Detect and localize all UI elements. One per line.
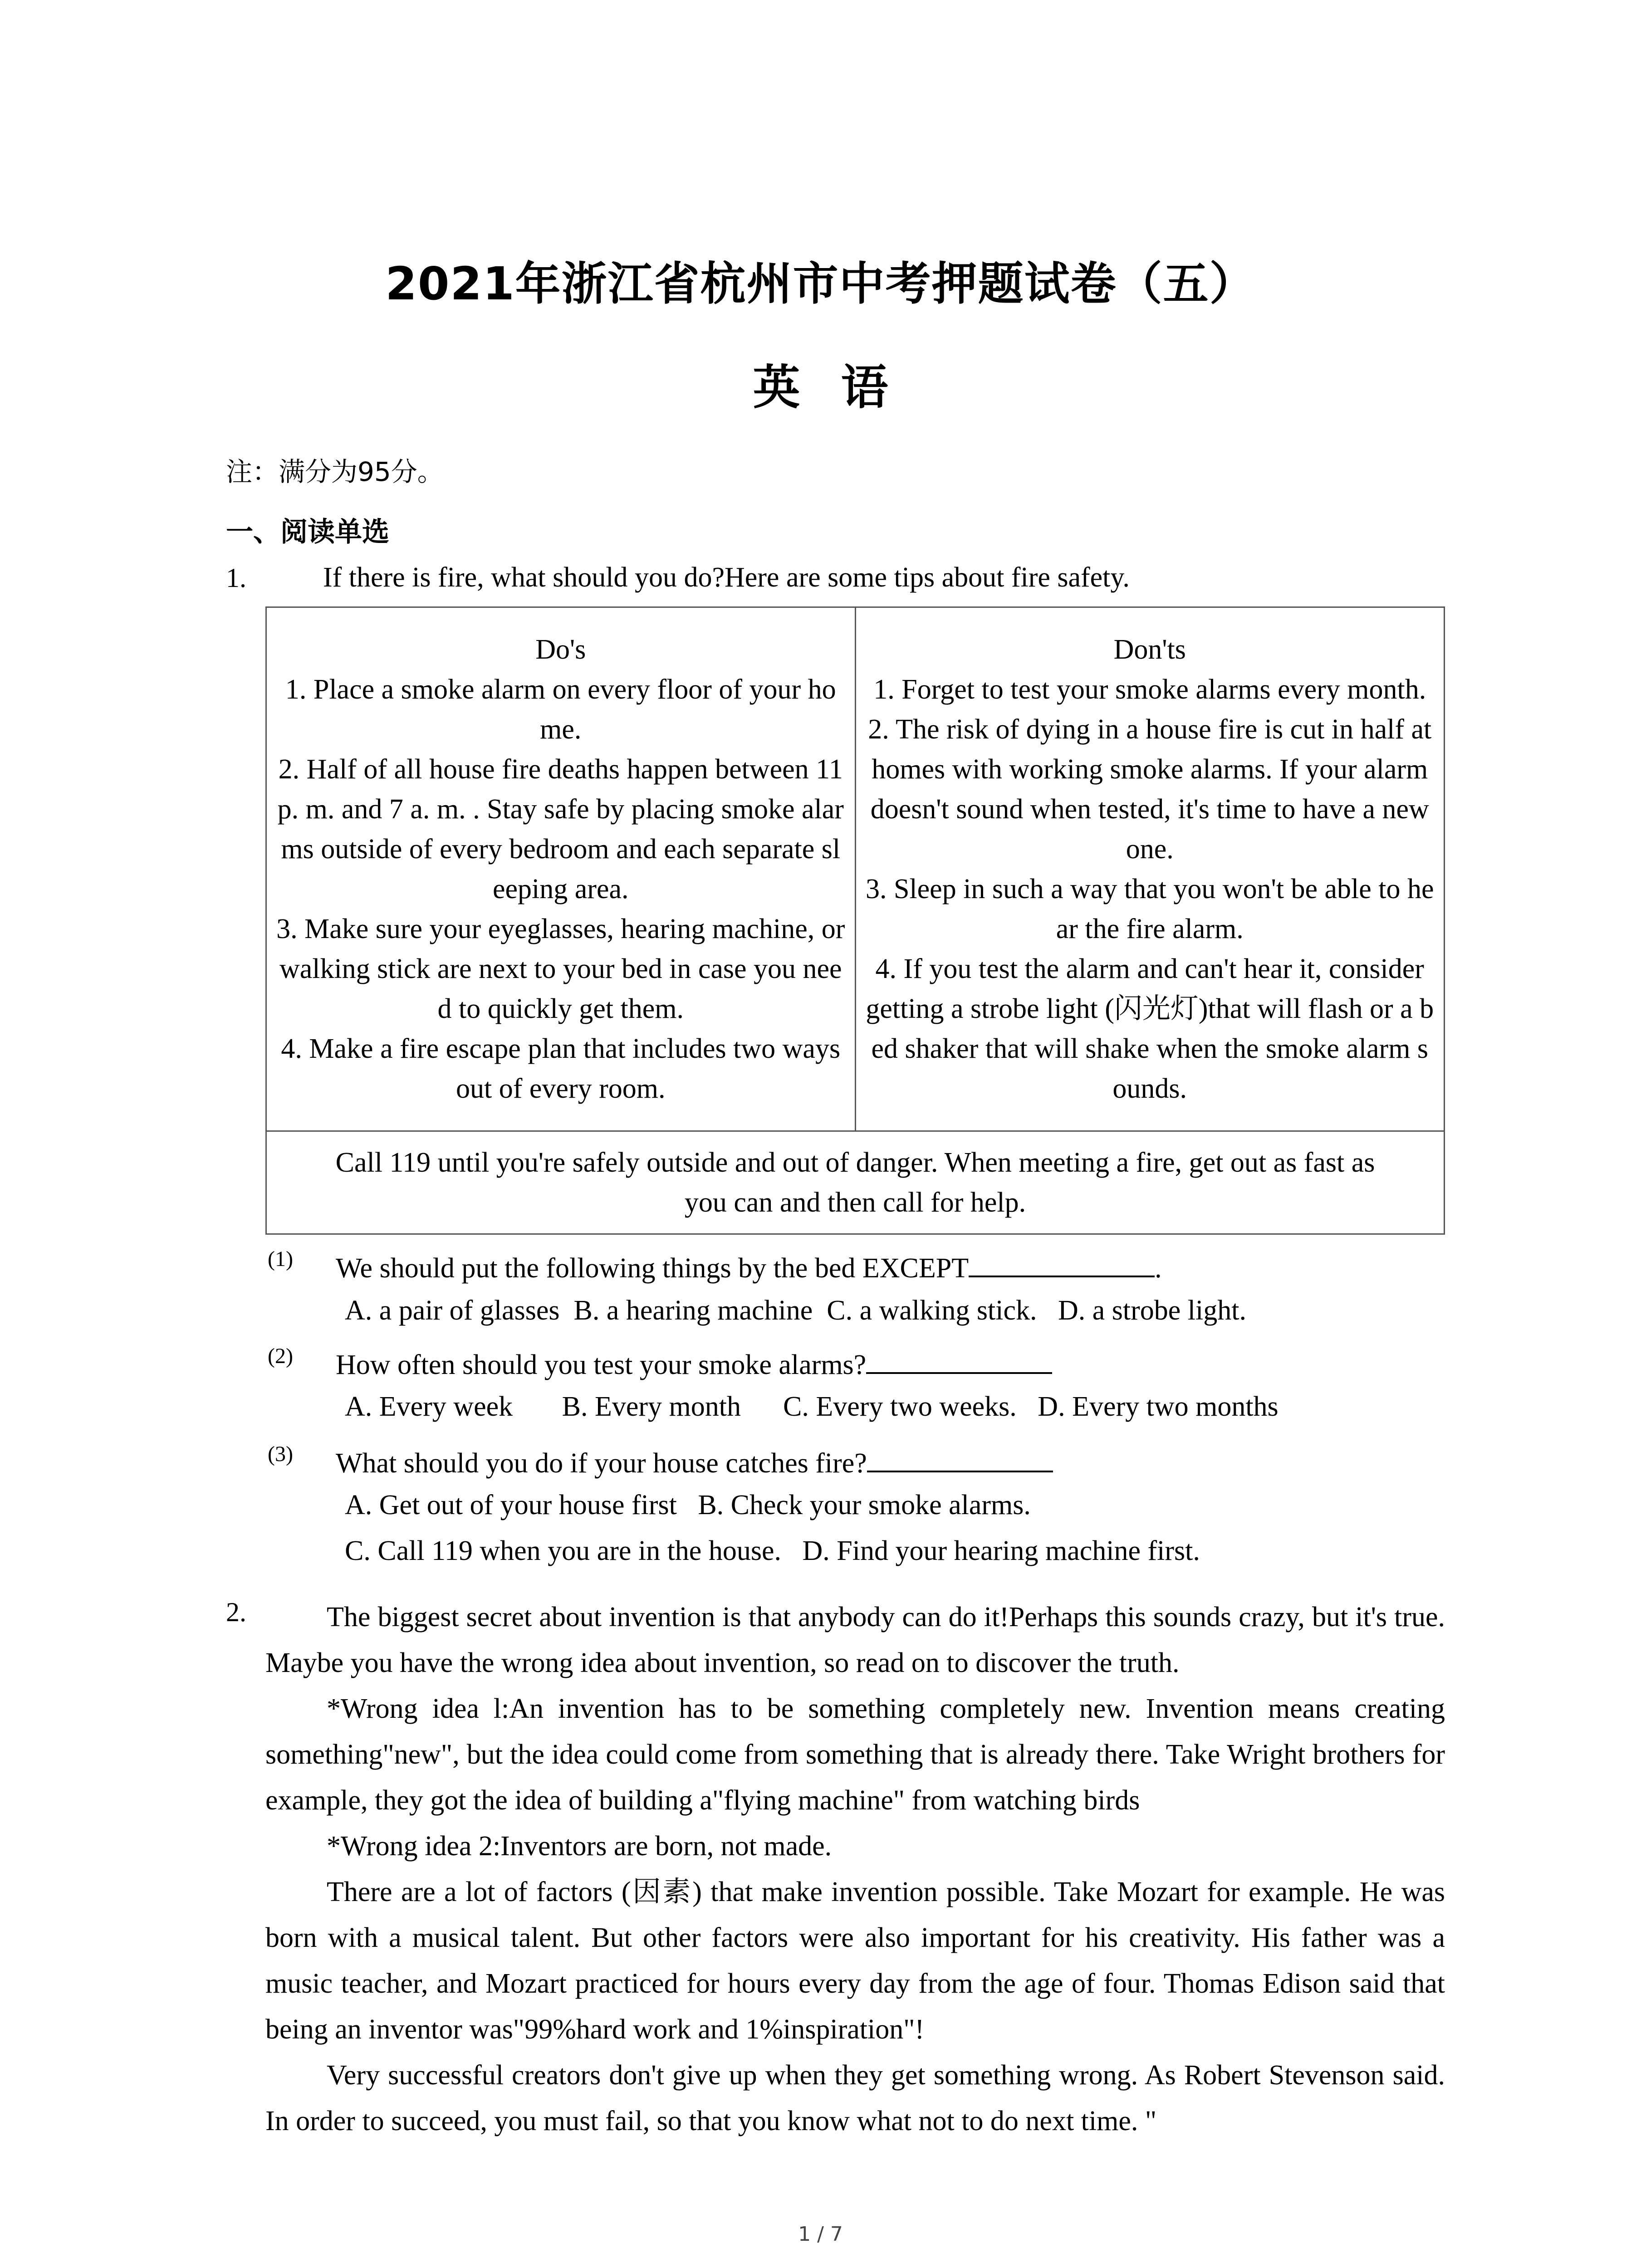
subquestion-text — [336, 1345, 1052, 1381]
passage-paragraph: *Wrong idea l:An invention has to be something completely new. Invention means creating something"new", but the idea could come from something that is already there. Take Wright brothers for example, they got the idea of building a"flying machine" from watching birds — [265, 1693, 1445, 1816]
donts-header: Don'ts — [1113, 634, 1186, 665]
subquestion-text — [336, 1443, 1053, 1480]
answer-options: A. Every week B. Every month C. Every two weeks. D. Every two months — [345, 1391, 1279, 1422]
passage-paragraph: There are a lot of factors (因素) that make invention possible. Take Mozart for example. He was born with a musical talent. But other factors were also important for his creativity. His father was a music teacher, and Mozart practiced for hours every day from the age of four. Thomas Edison said that being an inventor was"99%hard work and 1%inspiration"! — [265, 1877, 1445, 2045]
dos-header: Do's — [535, 634, 586, 665]
subquestion-text — [336, 1248, 1162, 1285]
subquestion-stem: We should put the following things by the bed EXCEPT — [336, 1253, 969, 1284]
answer-blank[interactable] — [866, 1345, 1052, 1374]
question-number: 2. — [226, 1597, 246, 1627]
answer-options: A. a pair of glasses B. a hearing machine C. a walking stick. D. a strobe light. — [345, 1295, 1246, 1326]
subquestion-number: (2) — [268, 1344, 293, 1368]
passage-paragraph: Very successful creators don't give up when they get something wrong. As Robert Stevenson said. In order to succeed, you must fail, so that you know what not to do next time. " — [265, 2060, 1445, 2136]
answer-options: A. Get out of your house first B. Check your smoke alarms. — [345, 1490, 1031, 1520]
subquestion-number: (1) — [268, 1247, 293, 1271]
exam-title: 2021年浙江省杭州市中考押题试卷（五） — [385, 257, 1256, 310]
dos-item: 3. Make sure your eyeglasses, hearing machine, or walking stick are next to your bed in case you need to quickly get them. — [276, 914, 845, 1024]
answer-options: C. Call 119 when you are in the house. D. Find your hearing machine first. — [345, 1535, 1200, 1566]
dos-cell — [266, 607, 856, 1131]
dos-item: 4. Make a fire escape plan that includes two ways out of every room. — [281, 1033, 841, 1104]
answer-blank[interactable] — [969, 1248, 1155, 1277]
question-number: 1. — [226, 563, 246, 593]
question-intro: If there is fire, what should you do?Here are some tips about fire safety. — [323, 562, 1130, 593]
dos-item: 2. Half of all house fire deaths happen between 11 p. m. and 7 a. m. . Stay safe by placing smoke alarms outside of every bedroom and each separate sleeping area. — [277, 754, 844, 904]
donts-item: 3. Sleep in such a way that you won't be able to hear the fire alarm. — [865, 874, 1434, 944]
donts-item: 2. The risk of dying in a house fire is cut in half at homes with working smoke alarms. If your alarm doesn't sound when tested, it's time to have a new one. — [868, 714, 1432, 865]
table-footer-cell: Call 119 until you're safely outside and out of danger. When meeting a fire, get out as fast as you can and then call for help. — [266, 1131, 1445, 1234]
donts-item: 4. If you test the alarm and can't hear it, consider getting a strobe light (闪光灯)that will flash or a bed shaker that will shake when the smoke alarm sounds. — [866, 953, 1434, 1104]
page-number: 1 / 7 — [798, 2223, 843, 2246]
passage-paragraph: The biggest secret about invention is that anybody can do it!Perhaps this sounds crazy, but it's true. Maybe you have the wrong idea about invention, so read on to discover the truth. — [265, 1602, 1445, 1678]
subquestion-end: . — [1155, 1253, 1162, 1284]
subquestion-number: (3) — [268, 1442, 293, 1466]
fire-safety-table — [265, 606, 1445, 1235]
reading-passage — [265, 1594, 1445, 2144]
donts-cell — [855, 607, 1445, 1131]
score-note: 注：满分为95分。 — [226, 456, 444, 487]
dos-item: 1. Place a smoke alarm on every floor of your home. — [285, 674, 836, 745]
passage-paragraph: *Wrong idea 2:Inventors are born, not made. — [327, 1831, 832, 1862]
subquestion-stem: How often should you test your smoke alarms? — [336, 1349, 867, 1380]
subquestion-stem: What should you do if your house catches fire? — [336, 1448, 867, 1479]
donts-item: 1. Forget to test your smoke alarms every month. — [873, 674, 1426, 705]
answer-blank[interactable] — [867, 1443, 1053, 1472]
subject-title: 英语 — [753, 360, 929, 415]
section-heading: 一、阅读单选 — [226, 516, 389, 548]
